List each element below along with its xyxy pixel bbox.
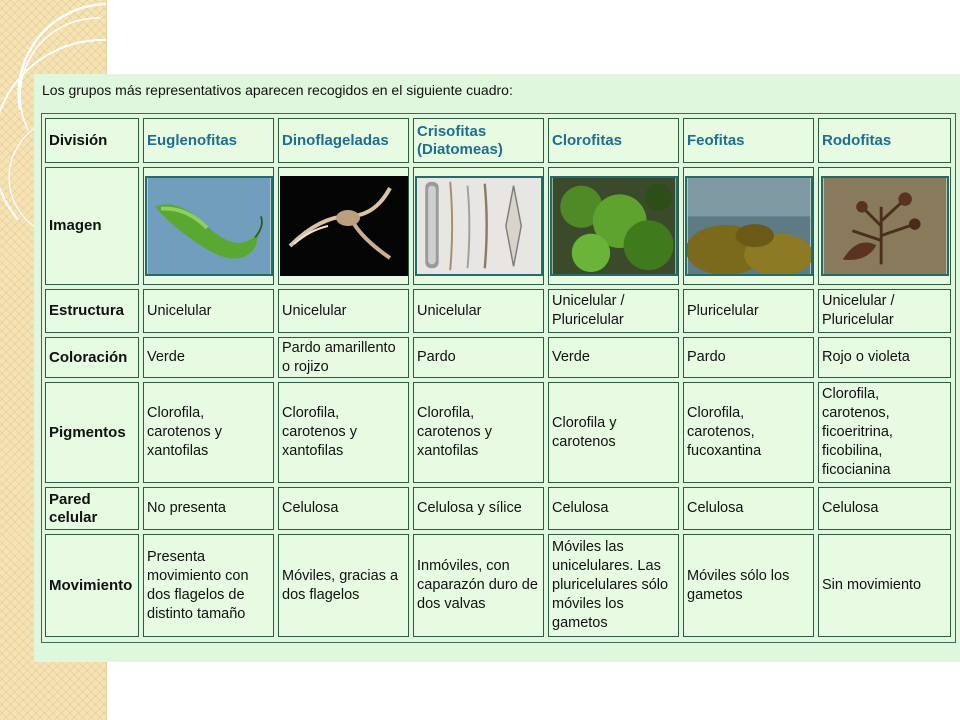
row-label-pigmentos: Pigmentos <box>45 382 139 483</box>
row-label-coloracion: Coloración <box>45 337 139 378</box>
table-cell: No presenta <box>143 487 274 530</box>
table-cell: Clorofila y carotenos <box>548 382 679 483</box>
image-cell <box>683 167 814 285</box>
intro-text: Los grupos más representativos aparecen recogidos en el siguiente cuadro: <box>42 82 513 98</box>
table-cell: Unicelular <box>143 289 274 333</box>
table-cell: Celulosa <box>818 487 951 530</box>
table-cell: Móviles sólo los gametos <box>683 534 814 637</box>
image-cell <box>143 167 274 285</box>
table-cell: Clorofila, carotenos y xantofilas <box>143 382 274 483</box>
table-cell: Pardo <box>683 337 814 378</box>
table-cell: Celulosa <box>548 487 679 530</box>
table-cell: Unicelular / Pluricelular <box>818 289 951 333</box>
table-cell: Celulosa <box>683 487 814 530</box>
row-label-movimiento: Movimiento <box>45 534 139 637</box>
table-cell: Inmóviles, con caparazón duro de dos valvas <box>413 534 544 637</box>
header-crisofitas: Crisofitas (Diatomeas) <box>413 118 544 163</box>
image-cell <box>818 167 951 285</box>
table-cell: Celulosa y sílice <box>413 487 544 530</box>
row-label-imagen: Imagen <box>45 167 139 285</box>
table-cell: Pardo <box>413 337 544 378</box>
content-panel <box>34 74 960 662</box>
header-clorofitas: Clorofitas <box>548 118 679 163</box>
green-algae-image <box>550 176 678 276</box>
table-cell: Verde <box>143 337 274 378</box>
euglena-image <box>145 176 273 276</box>
dinoflagellate-image <box>280 176 408 276</box>
table-cell: Sin movimiento <box>818 534 951 637</box>
image-cell <box>278 167 409 285</box>
table-cell: Clorofila, carotenos, fucoxantina <box>683 382 814 483</box>
table-cell: Verde <box>548 337 679 378</box>
image-cell <box>548 167 679 285</box>
diatom-image <box>415 176 543 276</box>
header-feofitas: Feofitas <box>683 118 814 163</box>
table-cell: Clorofila, carotenos y xantofilas <box>413 382 544 483</box>
table-cell: Clorofila, carotenos, ficoeritrina, ficobilina, ficocianina <box>818 382 951 483</box>
table-cell: Presenta movimiento con dos flagelos de distinto tamaño <box>143 534 274 637</box>
table-cell: Unicelular <box>413 289 544 333</box>
header-rodofitas: Rodofitas <box>818 118 951 163</box>
table-cell: Pardo amarillento o rojizo <box>278 337 409 378</box>
brown-algae-image <box>685 176 813 276</box>
table-cell: Rojo o violeta <box>818 337 951 378</box>
image-cell <box>413 167 544 285</box>
header-division: División <box>45 118 139 163</box>
table-cell: Celulosa <box>278 487 409 530</box>
red-algae-image <box>821 176 949 276</box>
table-cell: Unicelular / Pluricelular <box>548 289 679 333</box>
header-dinoflageladas: Dinoflageladas <box>278 118 409 163</box>
row-label-estructura: Estructura <box>45 289 139 333</box>
table-cell: Móviles, gracias a dos flagelos <box>278 534 409 637</box>
table-cell: Móviles las unicelulares. Las pluricelulares sólo móviles los gametos <box>548 534 679 637</box>
table-cell: Unicelular <box>278 289 409 333</box>
table-cell: Clorofila, carotenos y xantofilas <box>278 382 409 483</box>
header-euglenofitas: Euglenofitas <box>143 118 274 163</box>
row-label-pared-celular: Pared celular <box>45 487 139 530</box>
table-cell: Pluricelular <box>683 289 814 333</box>
